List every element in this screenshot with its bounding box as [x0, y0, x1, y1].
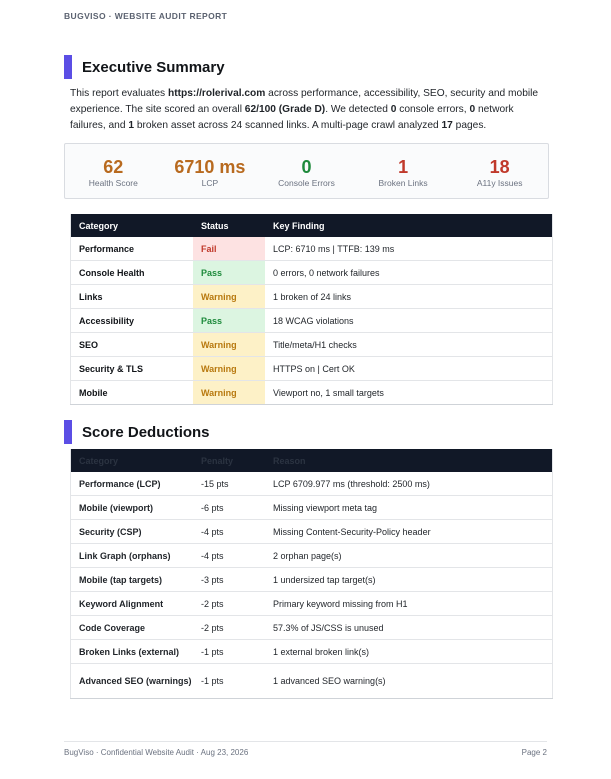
page-number: Page 2 — [521, 748, 547, 757]
footer-left: BugViso · Confidential Website Audit · Aug 23, 2026 — [64, 748, 249, 757]
summary-text: network failures, and — [70, 104, 514, 131]
row-reason: 1 undersized tap target(s) — [265, 568, 553, 592]
column-header: Status — [193, 214, 265, 237]
row-finding: 1 broken of 24 links — [265, 285, 553, 309]
row-reason: Primary keyword missing from H1 — [265, 592, 553, 616]
status-badge: Fail — [193, 237, 265, 261]
status-badge: Pass — [193, 261, 265, 285]
score-deductions-heading — [64, 420, 210, 444]
row-penalty: -4 pts — [193, 544, 265, 568]
summary-pages: 17 — [441, 120, 453, 131]
summary-domain: https://rolerival.com — [167, 88, 266, 99]
section-accent-bar — [64, 55, 72, 79]
summary-text: across performance, accessibility, SEO, security and mobile experience. The site scored an overall — [70, 88, 539, 115]
summary-text: broken asset across 24 scanned links. A multi-page crawl analyzed — [134, 120, 442, 131]
row-penalty: -1 pts — [193, 640, 265, 664]
row-category: Advanced SEO (warnings) — [71, 664, 194, 699]
metric-label: A11y Issues — [476, 178, 523, 188]
metric-value: 18 — [489, 157, 510, 177]
table-row — [71, 381, 553, 405]
column-header: Key Finding — [265, 214, 553, 237]
table-row — [71, 333, 553, 357]
row-reason: LCP 6709.977 ms (threshold: 2500 ms) — [265, 472, 553, 496]
column-header: Category — [71, 449, 194, 472]
status-badge: Warning — [193, 333, 265, 357]
row-finding: 0 errors, 0 network failures — [265, 261, 553, 285]
row-category: Mobile (tap targets) — [71, 568, 194, 592]
summary-console-errors: 0 — [390, 104, 397, 115]
section-accent-bar — [64, 420, 72, 444]
metric-value: 1 — [398, 157, 409, 177]
row-reason: 57.3% of JS/CSS is unused — [265, 616, 553, 640]
row-category: Mobile (viewport) — [71, 496, 194, 520]
metrics-card — [64, 143, 549, 199]
status-badge: Pass — [193, 309, 265, 333]
metric-label: Console Errors — [278, 178, 335, 188]
table-row — [71, 496, 553, 520]
column-header: Category — [71, 214, 194, 237]
table-row — [71, 544, 553, 568]
report-header-label: BUGVISO · WEBSITE AUDIT REPORT — [64, 11, 228, 21]
metric-item — [258, 144, 355, 198]
row-penalty: -3 pts — [193, 568, 265, 592]
summary-broken-assets: 1 — [128, 120, 135, 131]
status-table-header — [71, 214, 553, 237]
summary-text: . We detected — [325, 104, 391, 115]
table-row — [71, 592, 553, 616]
row-finding: LCP: 6710 ms | TTFB: 139 ms — [265, 237, 553, 261]
metric-item — [65, 144, 162, 198]
metric-value: 62 — [103, 157, 124, 177]
row-category: Mobile — [71, 381, 194, 405]
status-badge: Warning — [193, 357, 265, 381]
status-table — [70, 214, 553, 405]
row-finding: 18 WCAG violations — [265, 309, 553, 333]
row-penalty: -15 pts — [193, 472, 265, 496]
row-penalty: -2 pts — [193, 616, 265, 640]
row-finding: Title/meta/H1 checks — [265, 333, 553, 357]
section-title: Score Deductions — [82, 423, 210, 441]
row-penalty: -1 pts — [193, 664, 265, 699]
row-reason: 2 orphan page(s) — [265, 544, 553, 568]
page-footer — [64, 741, 547, 757]
executive-summary-heading — [64, 55, 225, 79]
row-category: Link Graph (orphans) — [71, 544, 194, 568]
row-penalty: -6 pts — [193, 496, 265, 520]
summary-paragraph — [70, 86, 546, 134]
column-header: Reason — [265, 449, 553, 472]
table-row — [71, 664, 553, 699]
row-category: Links — [71, 285, 194, 309]
table-row — [71, 285, 553, 309]
column-header: Penalty — [193, 449, 265, 472]
row-category: Broken Links (external) — [71, 640, 194, 664]
deductions-table — [70, 449, 553, 699]
row-category: Performance (LCP) — [71, 472, 194, 496]
metric-item — [355, 144, 452, 198]
section-title: Executive Summary — [82, 58, 225, 76]
metric-value: 6710 ms — [174, 157, 246, 177]
metric-item — [162, 144, 259, 198]
metric-label: LCP — [201, 178, 219, 188]
row-category: Security (CSP) — [71, 520, 194, 544]
row-category: Security & TLS — [71, 357, 194, 381]
metric-label: Health Score — [88, 178, 138, 188]
summary-text: console errors, — [396, 104, 470, 115]
row-penalty: -2 pts — [193, 592, 265, 616]
row-category: Code Coverage — [71, 616, 194, 640]
row-category: Console Health — [71, 261, 194, 285]
table-row — [71, 568, 553, 592]
row-category: SEO — [71, 333, 194, 357]
row-category: Keyword Alignment — [71, 592, 194, 616]
row-finding: HTTPS on | Cert OK — [265, 357, 553, 381]
deductions-table-header — [71, 449, 553, 472]
table-row — [71, 309, 553, 333]
row-penalty: -4 pts — [193, 520, 265, 544]
table-row — [71, 357, 553, 381]
row-category: Accessibility — [71, 309, 194, 333]
row-category: Performance — [71, 237, 194, 261]
metric-label: Broken Links — [378, 178, 428, 188]
status-badge: Warning — [193, 381, 265, 405]
row-reason: 1 advanced SEO warning(s) — [265, 664, 553, 699]
summary-score: 62/100 (Grade D) — [244, 104, 326, 115]
table-row — [71, 261, 553, 285]
table-row — [71, 520, 553, 544]
table-row — [71, 616, 553, 640]
summary-text: pages. — [452, 120, 487, 131]
metric-value: 0 — [301, 157, 312, 177]
status-badge: Warning — [193, 285, 265, 309]
row-reason: Missing viewport meta tag — [265, 496, 553, 520]
metric-item — [451, 144, 548, 198]
table-row — [71, 237, 553, 261]
table-row — [71, 472, 553, 496]
row-finding: Viewport no, 1 small targets — [265, 381, 553, 405]
row-reason: 1 external broken link(s) — [265, 640, 553, 664]
summary-text: This report evaluates — [70, 88, 168, 99]
table-row — [71, 640, 553, 664]
summary-network-failures: 0 — [469, 104, 476, 115]
row-reason: Missing Content-Security-Policy header — [265, 520, 553, 544]
